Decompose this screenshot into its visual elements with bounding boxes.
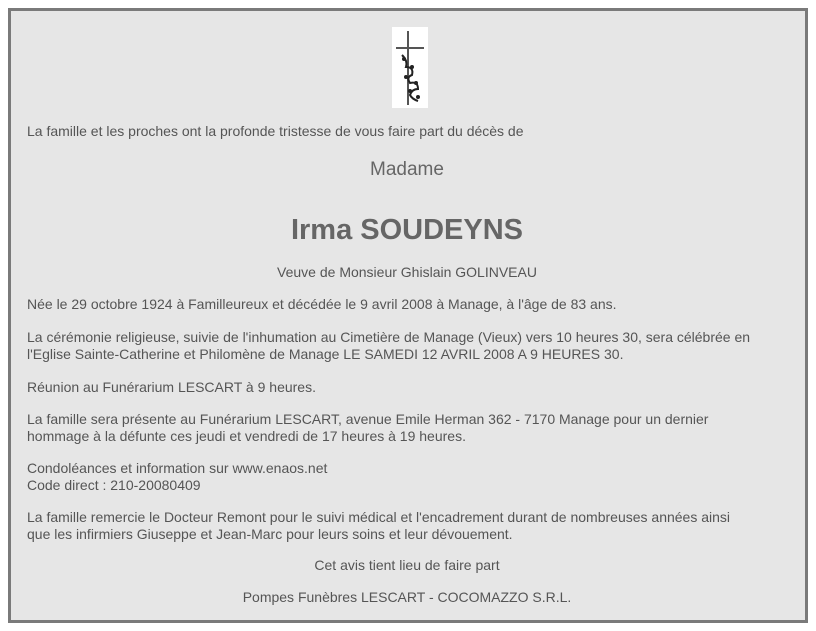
thanks-line-2: que les infirmiers Giuseppe et Jean-Marc pour leurs soins et leur dévouement. [27,526,513,542]
condolences-text: Condoléances et information sur www.enaos.net [27,460,328,476]
widow-text: Veuve de Monsieur Ghislain GOLINVEAU [277,264,537,280]
ceremony-line-1: La cérémonie religieuse, suivie de l'inhumation au Cimetière de Manage (Vieux) vers 10 heures 30, sera célébrée en [27,329,751,345]
obituary-card [8,8,808,623]
family-line-1: La famille sera présente au Funérarium LESCART, avenue Emile Herman 362 - 7170 Manage pour un dernier [27,411,709,427]
family-line-2: hommage à la défunte ces jeudi et vendredi de 17 heures à 19 heures. [27,428,466,444]
deceased-name: Irma SOUDEYNS [290,214,524,246]
intro-text: La famille et les proches ont la profonde tristesse de vous faire part du décès de [27,123,524,139]
ceremony-line-2: l'Eglise Sainte-Catherine et Philomène de Manage LE SAMEDI 12 AVRIL 2008 A 9 HEURES 30. [27,346,624,362]
birth-death-text: Née le 29 octobre 1924 à Familleureux et décédée le 9 avril 2008 à Manage, à l'âge de 83 ans. [27,296,617,312]
cross-icon [392,27,428,108]
funeral-home-text: Pompes Funèbres LESCART - COCOMAZZO S.R.L. [242,589,572,605]
thanks-line-1: La famille remercie le Docteur Remont pour le suivi médical et l'encadrement durant de nombreuses années ainsi [27,509,731,525]
title-text: Madame [370,159,444,180]
notice-line: Cet avis tient lieu de faire part [314,557,500,573]
meeting-text: Réunion au Funérarium LESCART à 9 heures. [27,379,316,395]
code-text: Code direct : 210-20080409 [27,477,201,493]
